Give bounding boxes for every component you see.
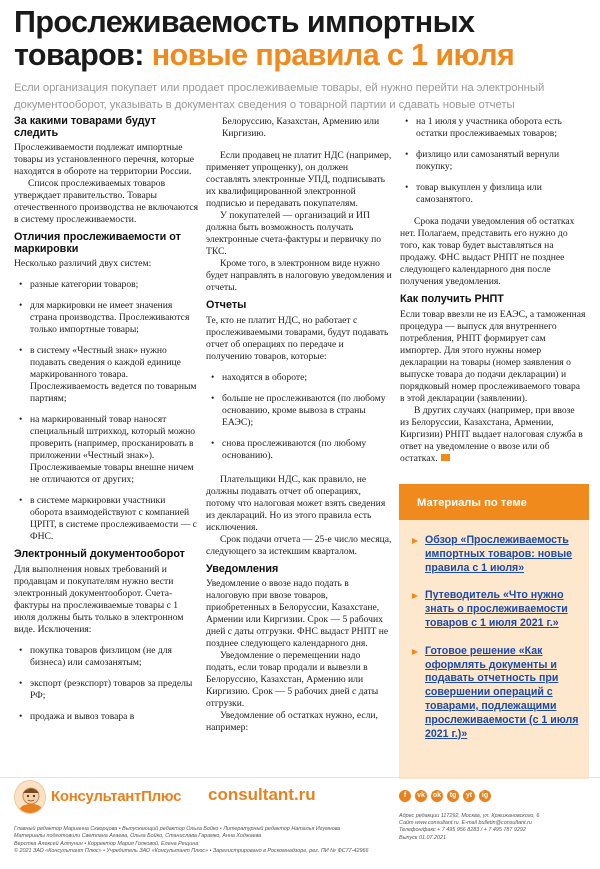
related-link[interactable] bbox=[399, 645, 589, 742]
column-1 bbox=[14, 116, 199, 723]
paragraph: У покупателей — организаций и ИП должна быть возможность получать электронные счета-фактуры и первичку по ТКС. bbox=[206, 210, 382, 257]
consultant-logo[interactable] bbox=[14, 780, 192, 814]
paragraph: Несколько различий двух систем: bbox=[14, 258, 152, 269]
logo-wordmark: КонсультантПлюс bbox=[51, 788, 182, 805]
heading-differences: Отличия прослеживаемости от маркировки bbox=[14, 231, 181, 255]
bullet-continuation: Белоруссию, Казахстан, Армению или Киргизию. bbox=[222, 116, 380, 139]
paragraph: Прослеживаемости подлежат импортные товары из установленного перечня, которые находятся в обороте на территории России. bbox=[14, 142, 195, 177]
end-of-article-icon bbox=[441, 454, 450, 461]
lead-paragraph: Если организация покупает или продает прослеживаемые товары, ей нужно перейти на электронный документооборот, указывать в документах сведения о товарной партии и сдавать новые отчеты bbox=[14, 82, 545, 111]
bullet-item: • снова прослеживаются (по любому основанию). bbox=[206, 438, 392, 462]
address-line: Телефон/факс + 7 495 956 8283 / + 7 495 787 9292 bbox=[399, 827, 526, 834]
paragraph: Список прослеживаемых товаров утверждает правительство. Товары отечественного производства не включаются в систему прослеживаемости. bbox=[14, 178, 199, 225]
telegram-icon[interactable]: tg bbox=[447, 790, 459, 802]
paragraph-text: В других случаях (например, при ввозе из Белоруссии, Казахстана, Армении, Киргизии) РНПТ выдает налоговая служба в ответ на уведомление о ввозе или об остатках. bbox=[400, 404, 583, 464]
editorial-address bbox=[399, 813, 594, 842]
address-line: Сайт www.consultant.ru. E-mail bulletin@consultant.ru bbox=[399, 820, 532, 827]
related-link-kind: Обзор bbox=[425, 534, 458, 546]
credit-line: Главный редактор Марианна Скворцова • Выпускающий редактор Ольга Бойко • Литературный редактор Наталья Игумнова bbox=[14, 826, 341, 832]
footer-divider bbox=[0, 777, 600, 778]
bullet-item: • продажа и вывоз товара в bbox=[14, 711, 199, 723]
paragraph bbox=[400, 405, 586, 465]
odnoklassniki-icon[interactable]: ok bbox=[431, 790, 443, 802]
heading-edo: Электронный документооборот bbox=[14, 548, 185, 560]
related-link[interactable] bbox=[399, 589, 589, 630]
title-line-1: Прослеживаемость импортных bbox=[14, 5, 475, 39]
heading-notices: Уведомления bbox=[206, 562, 279, 575]
related-link-kind: Готовое решение bbox=[425, 644, 516, 657]
heading-which-goods: За какими товарами будут следить bbox=[14, 115, 156, 139]
heading-reports: Отчеты bbox=[206, 299, 247, 311]
related-link[interactable] bbox=[399, 534, 589, 575]
bullet-item: • экспорт (реэкспорт) товаров за пределы РФ; bbox=[14, 678, 199, 702]
paragraph: Те, кто не платит НДС, но работает с прослеживаемыми товарами, будут подавать отчет об операциях по передаче и получению товаров, которые: bbox=[206, 314, 389, 362]
youtube-icon[interactable]: yt bbox=[463, 790, 475, 802]
address-line: Выпуск 01.07.2021 bbox=[399, 834, 446, 841]
site-link[interactable]: consultant.ru bbox=[208, 785, 316, 804]
paragraph: Срока подачи уведомления об остатках нет. Полагаем, представить его нужно до того, как товар будет выставляться на продажу. ФНС выдаст РНПТ не позднее следующего календарного дня после получения уведомления. bbox=[400, 216, 575, 287]
related-link-text: «Прослеживаемость импортных товаров: новые правила с 1 июля» bbox=[425, 534, 573, 574]
paragraph: Уведомление о ввозе надо подать в налоговую при ввозе товаров, приобретенных в Белоруссии, Казахстане, Армении или Киргизии. Срок — 5 рабочих дней с даты отгрузки. ФНС выдаст РНПТ не позднее следующего календарного дня. bbox=[206, 578, 389, 649]
vk-icon[interactable]: vk bbox=[415, 790, 427, 802]
title-line-2-plain: товаров: bbox=[14, 38, 152, 72]
paragraph: Срок подачи отчета — 25-е число месяца, следующего за истекшим кварталом. bbox=[206, 533, 392, 557]
bullet-item: • больше не прослеживаются (по любому основанию, кроме вывоза в страны ЕАЭС); bbox=[206, 393, 392, 429]
paragraph: Если товар ввезли не из ЕАЭС, а таможенная процедура — выпуск для внутреннего потребления, РНПТ формирует сам импортер. Для этого нужны номер декларации на товары (номер заявления о выпуске товара до подачи декларации) и порядковый номер прослеживаемого товара в этой декларации (заявлении). bbox=[400, 308, 586, 404]
paragraph: Уведомление об остатках нужно, если, например: bbox=[206, 710, 378, 733]
bullet-item: • для маркировки не имеет значения страна производства. Прослеживаются только импортные товары; bbox=[14, 300, 199, 336]
credit-line: © 2021 ЗАО «Консультант Плюс» • Учредитель ЗАО «Консультант Плюс» • Зарегистрировано в Роскомнадзоре, рег. ПИ № ФС77-42966 bbox=[14, 848, 369, 855]
paragraph: Плательщики НДС, как правило, не должны подавать отчет об операциях, потому что налоговая может взять сведения из деклараций. Но из этого правила есть исключения. bbox=[206, 473, 386, 533]
related-link-text: «Как оформлять документы и подавать отчетность при совершении операций с товарами, подлежащими прослеживаемости (с 1 июля 2021 г.)» bbox=[425, 644, 579, 740]
instagram-icon[interactable]: ig bbox=[479, 790, 491, 802]
related-link-kind: Путеводитель bbox=[425, 589, 500, 602]
paragraph: Уведомление о перемещении надо подать, если товар продали и вывезли в Белоруссию, Казахстан, Армению или Киргизию. Срок — 5 рабочих дней с даты отгрузки. bbox=[206, 650, 379, 709]
related-link-text: «Что нужно знать о прослеживаемости товаров с 1 июля 2021 г.» bbox=[425, 589, 568, 629]
title-accent: новые правила с 1 июля bbox=[151, 38, 515, 72]
facebook-icon[interactable]: f bbox=[399, 790, 411, 802]
related-materials-box bbox=[399, 484, 589, 779]
editorial-credits bbox=[14, 826, 394, 856]
bullet-item: • на 1 июля у участника оборота есть остатки прослеживаемых товаров; bbox=[400, 116, 586, 140]
bullet-item: • физлицо или самозанятый вернули покупку; bbox=[400, 149, 586, 173]
page-title bbox=[14, 6, 594, 72]
heading-rnpt: Как получить РНПТ bbox=[400, 293, 504, 305]
bullet-item: • находятся в обороте; bbox=[206, 372, 392, 384]
bullet-item: • в системе маркировки участники оборота взаимодействуют с компанией ЦРПТ, в системе прослеживаемости — с ФНС. bbox=[14, 495, 199, 543]
related-materials-heading: Материалы по теме bbox=[399, 484, 589, 520]
bullet-item: • покупка товаров физлицом (не для бизнеса) или самозанятым; bbox=[14, 645, 199, 669]
address-line: Адрес редакции 117292, Москва, ул. Кржижановского, 6 bbox=[399, 813, 540, 819]
paragraph: Для выполнения новых требований и продавцам и покупателям нужно вести электронный документооборот. Счета-фактуры на прослеживаемые товары с 1 июля должны быть только в электронном виде. Исключения: bbox=[14, 563, 184, 635]
bullet-item: • товар выкуплен у физлица или самозанятого. bbox=[400, 182, 586, 206]
bullet-item: • на маркированный товар наносят специальный штрихкод, который можно проверить (например, просканировать в приложении «Честный знак»). Прослеживаемые товары внешне ничем не отличаются от других; bbox=[14, 414, 199, 486]
bullet-item: • в систему «Честный знак» нужно подавать сведения о каждой единице маркированного товара. Прослеживаемость ведется по товарным партиям; bbox=[14, 345, 199, 405]
credit-line: Материалы подготовили Светлана Агаева, Ольга Бойко, Станислава Гарамко, Анна Ходжаева bbox=[14, 833, 262, 840]
title-line-2 bbox=[14, 39, 594, 72]
social-links bbox=[399, 790, 491, 802]
mascot-icon bbox=[14, 780, 46, 814]
bullet-item: • разные категории товаров; bbox=[14, 279, 199, 291]
column-3 bbox=[400, 116, 586, 465]
credit-line: Верстка Алексей Алтунин • Корректор Мария Голковой, Елена Рещина bbox=[14, 840, 199, 847]
paragraph: Если продавец не платит НДС (например, применяет упрощенку), он должен составлять электронные УПД, подписывать их квалифицированной электронной подписью и передавать покупателям. bbox=[206, 150, 392, 209]
paragraph: Кроме того, в электронном виде нужно будет направлять в налоговую уведомления и отчеты. bbox=[206, 258, 392, 293]
column-2 bbox=[206, 116, 392, 734]
